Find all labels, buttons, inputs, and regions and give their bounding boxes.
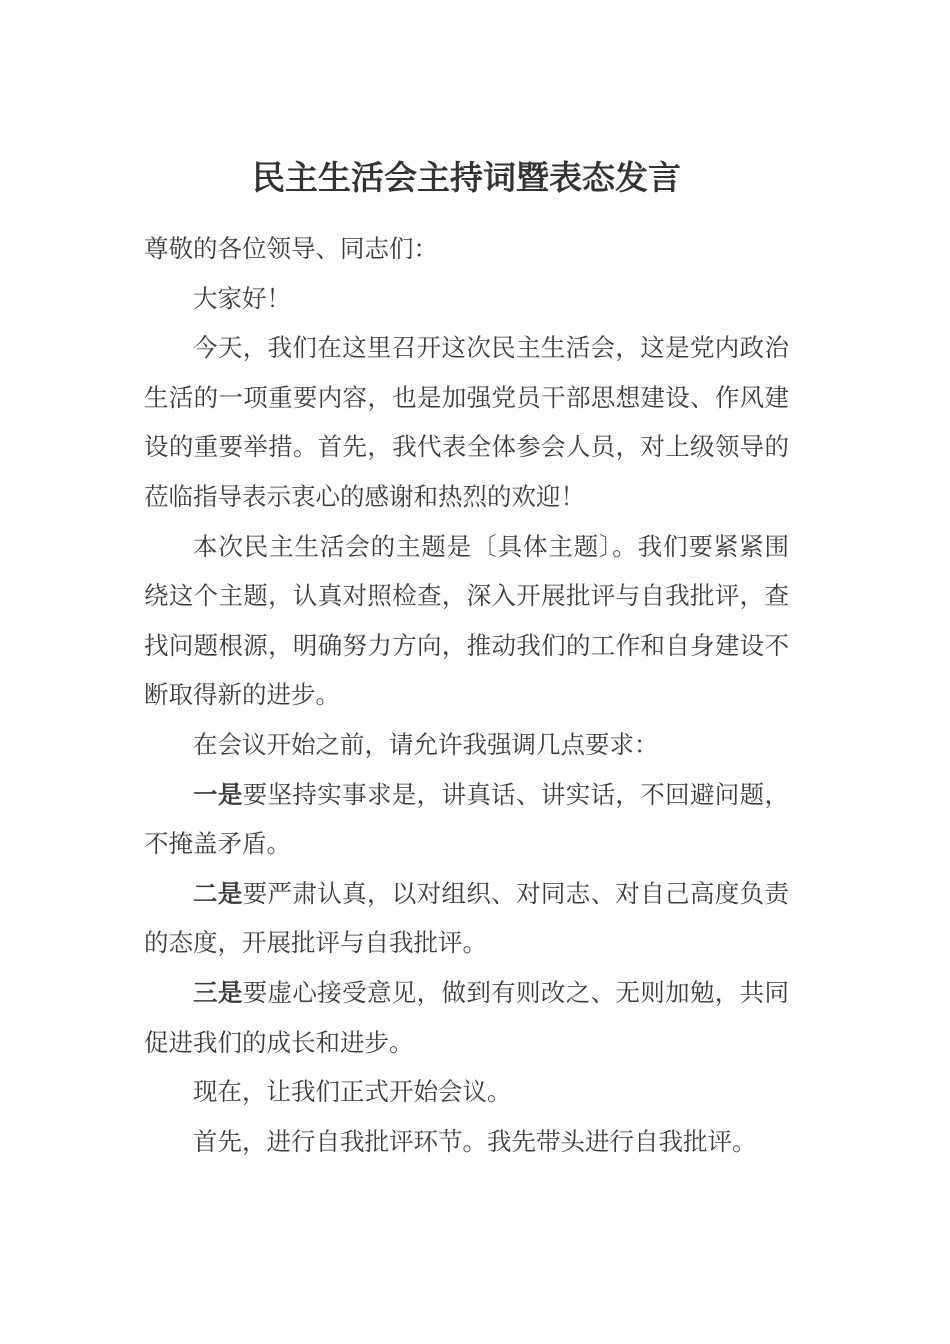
requirement-item bbox=[144, 869, 789, 968]
document-title: 民主生活会主持词暨表态发言 bbox=[252, 158, 681, 197]
requirement-lead: 一是 bbox=[193, 779, 243, 809]
salutation: 尊敬的各位领导、同志们： bbox=[144, 234, 438, 263]
requirement-lead: 三是 bbox=[193, 977, 243, 1007]
start-meeting-paragraph: 现在，让我们正式开始会议。 bbox=[193, 1077, 512, 1107]
intro-paragraph: 今天，我们在这里召开这次民主生活会，这是党内政治生活的一项重要内容，也是加强党员干部思想建设、作风建设的重要举措。首先，我代表全体参会人员，对上级领导的莅临指导表示衷心的感谢和热烈的欢迎！ bbox=[144, 333, 789, 511]
requirement-lead: 二是 bbox=[193, 878, 243, 908]
requirements-intro: 在会议开始之前，请允许我强调几点要求： bbox=[193, 729, 659, 759]
greeting: 大家好！ bbox=[193, 283, 291, 313]
requirement-text: 要虚心接受意见，做到有则改之、无则加勉，共同促进我们的成长和进步。 bbox=[144, 977, 790, 1057]
self-criticism-paragraph: 首先，进行自我批评环节。我先带头进行自我批评。 bbox=[193, 1126, 757, 1156]
requirement-text: 要坚持实事求是，讲真话、讲实话，不回避问题，不掩盖矛盾。 bbox=[144, 779, 790, 859]
requirement-item bbox=[144, 968, 789, 1067]
document-body bbox=[144, 224, 789, 1166]
theme-paragraph: 本次民主生活会的主题是〔具体主题〕。我们要紧紧围绕这个主题，认真对照检查，深入开展批评与自我批评，查找问题根源，明确努力方向，推动我们的工作和自身建设不断取得新的进步。 bbox=[144, 531, 789, 710]
requirement-item bbox=[144, 770, 789, 869]
requirement-text: 要严肃认真，以对组织、对同志、对自己高度负责的态度，开展批评与自我批评。 bbox=[144, 878, 790, 958]
document-page bbox=[144, 150, 789, 1166]
